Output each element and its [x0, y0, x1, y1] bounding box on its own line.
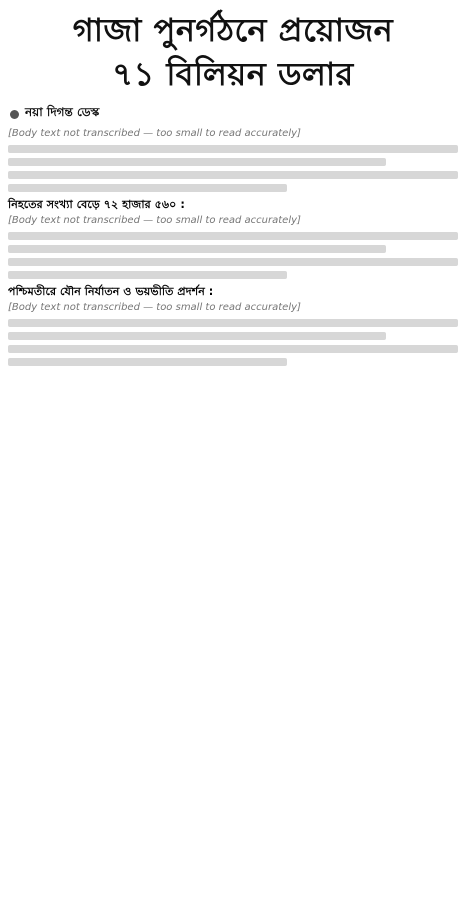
headline-line-2: ৭১ বিলিয়ন ডলার [112, 55, 354, 93]
placeholder-line [8, 245, 386, 253]
article-headline [8, 8, 458, 96]
placeholder-line [8, 232, 458, 240]
placeholder-line [8, 358, 287, 366]
placeholder-note: [Body text not transcribed — too small to read accurately] [8, 302, 301, 313]
placeholder-line [8, 332, 386, 340]
section-lead [8, 283, 458, 300]
placeholder-line [8, 258, 458, 266]
placeholder-line [8, 171, 458, 179]
placeholder-line [8, 319, 458, 327]
section-lead [8, 196, 458, 213]
placeholder-line [8, 145, 458, 153]
article-section-1 [8, 128, 458, 192]
placeholder-line [8, 345, 458, 353]
section-lead-text: পশ্চিমতীরে যৌন নির্যাতন ও ভয়ভীতি প্রদর্শন : [8, 285, 214, 298]
section-lead-text: নিহতের সংখ্যা বেড়ে ৭২ হাজার ৫৬০ : [8, 198, 185, 211]
byline-text: নয়া দিগন্ত ডেস্ক [25, 105, 100, 119]
placeholder-note: [Body text not transcribed — too small to read accurately] [8, 128, 301, 139]
article-section-3 [8, 283, 458, 366]
placeholder-line [8, 184, 287, 192]
byline [10, 104, 458, 124]
placeholder-line [8, 271, 287, 279]
placeholder-line [8, 158, 386, 166]
headline-line-1: গাজা পুনর্গঠনে প্রয়োজন [72, 11, 394, 49]
bullet-icon [10, 110, 19, 119]
article-section-2 [8, 196, 458, 279]
placeholder-note: [Body text not transcribed — too small to read accurately] [8, 215, 301, 226]
